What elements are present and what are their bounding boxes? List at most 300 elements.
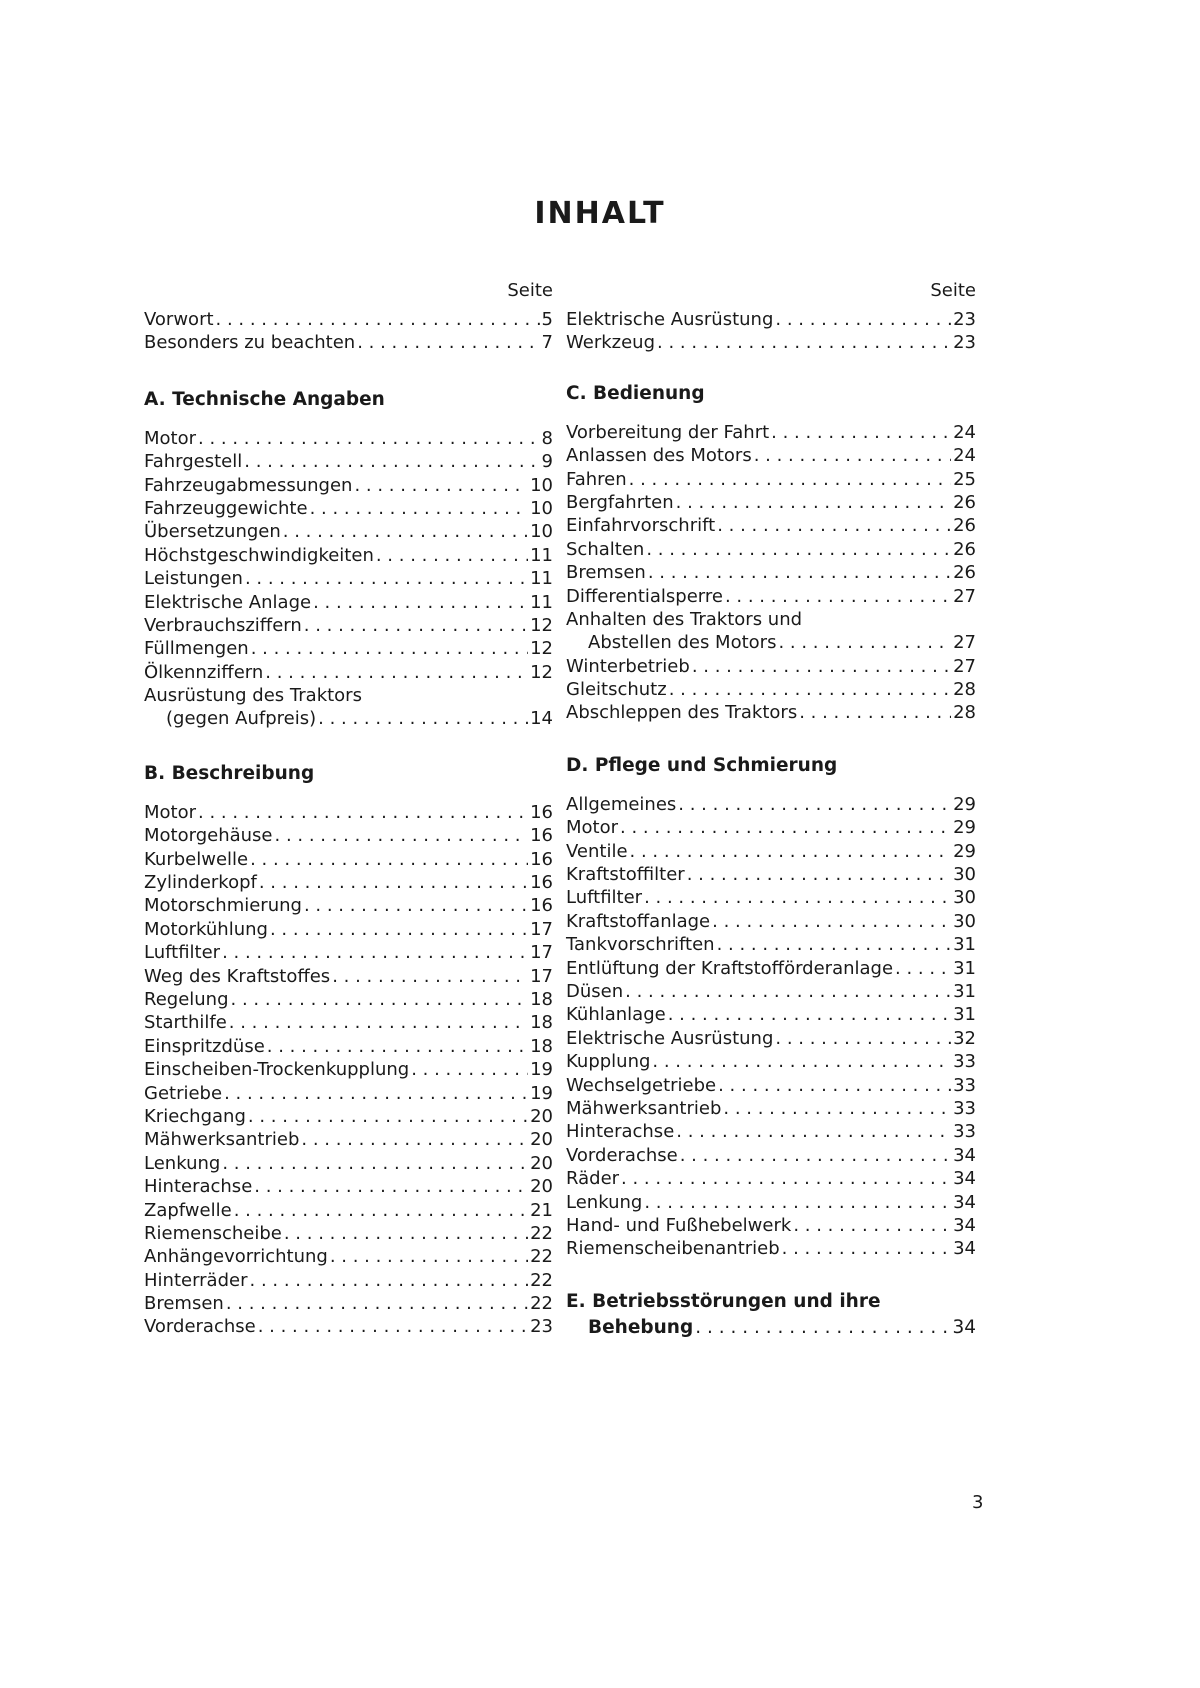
toc-entry [144,941,553,964]
dot-leader [782,1237,951,1260]
toc-entry [144,637,553,660]
dot-leader [330,1245,528,1268]
section-heading-b: B. Beschreibung [144,762,315,784]
toc-entry [566,1074,976,1097]
dot-leader [692,655,951,678]
dot-leader [313,591,528,614]
toc-entry [566,816,976,839]
toc-entry-label: Vorwort [144,309,214,330]
dot-leader [793,1214,951,1237]
toc-entry-page: 18 [530,1035,553,1057]
toc-entry [566,1027,976,1050]
toc-entry-label: Anlassen des Motors [566,445,752,467]
toc-entry-page: 22 [530,1222,553,1244]
toc-entry [144,1269,553,1292]
toc-entry-page: 27 [953,585,976,607]
dot-leader [621,1167,951,1190]
dot-leader [250,1269,529,1292]
dot-leader [895,957,951,980]
toc-entry-label: Vorderachse [566,1144,678,1166]
toc-entry [144,684,553,707]
toc-entry-label: Gleitschutz [566,679,667,701]
dot-leader [222,1152,528,1175]
toc-entry-label: Motorgehäuse [144,825,273,847]
toc-entry [566,1050,976,1073]
dot-leader [245,567,528,590]
dot-leader [657,331,951,354]
toc-entry-label: Elektrische Ausrüstung [566,1027,774,1049]
dot-leader [771,421,951,444]
dot-leader [231,988,529,1011]
toc-entry-label: Abschleppen des Traktors [566,702,798,724]
toc-entry-label: Kurbelwelle [144,848,249,870]
dot-leader [668,1003,951,1026]
toc-entry-label: Verbrauchsziffern [144,614,302,636]
seite-header-right: Seite [930,280,976,301]
toc-entry-label: Hinterachse [566,1121,675,1143]
dot-leader [318,707,528,730]
toc-entry [144,1035,553,1058]
toc-entry [566,840,976,863]
toc-entry-page: 12 [530,661,553,683]
toc-entry-page: 7 [541,332,553,354]
section-heading-d: D. Pflege und Schmierung [566,754,838,776]
dot-leader [625,980,951,1003]
dot-leader [304,614,528,637]
toc-entry-page: 20 [530,1129,553,1151]
toc-entry-label: Vorbereitung der Fahrt [566,421,770,443]
toc-entry-page: 24 [953,445,976,467]
toc-entry-page: 29 [953,817,976,839]
toc-entry [566,1120,976,1143]
toc-entry-label: Ausrüstung des Traktors [144,685,362,707]
toc-entry-page: 18 [530,1012,553,1034]
dot-leader [646,538,951,561]
toc-entry [566,1167,976,1190]
toc-entry-page: 33 [953,1051,976,1073]
dot-leader [198,427,540,450]
toc-entry-page: 10 [530,497,553,519]
toc-entry-page: 22 [530,1246,553,1268]
dot-leader [723,1097,951,1120]
toc-entry-label: Elektrische Anlage [144,591,312,613]
toc-entry-label: Kriechgang [144,1105,246,1127]
toc-entry [566,1237,976,1260]
toc-entry-page: 11 [530,544,553,566]
toc-entry-label: Einfahrvorschrift [566,515,716,537]
toc-right-column [566,280,976,1341]
toc-entry-label: Schalten [566,538,645,560]
toc-entry [144,614,553,637]
dot-leader [251,637,528,660]
toc-entry-label: Fahrgestell [144,451,243,473]
toc-entry [144,567,553,590]
toc-entry-page: 17 [530,918,553,940]
toc-entry [144,894,553,917]
toc-entry-label: Ventile [566,840,628,862]
dot-leader [226,1292,528,1315]
dot-leader [669,678,951,701]
toc-entry-label: Hinterräder [144,1269,248,1291]
toc-entry-page: 34 [953,1238,976,1260]
toc-entry [566,980,976,1003]
toc-entry [144,1222,553,1245]
dot-leader [652,1050,951,1073]
toc-left-column [144,280,553,1339]
toc-entry-page: 23 [953,309,976,330]
seite-header-left: Seite [507,280,553,301]
toc-entry-page: 33 [953,1097,976,1119]
section-heading-a: A. Technische Angaben [144,388,385,410]
toc-entry-label: (gegen Aufpreis) [166,708,317,730]
dot-leader [680,1144,951,1167]
page-title: INHALT [534,196,666,231]
toc-entry-page: 23 [953,332,976,354]
toc-entry [144,871,553,894]
toc-entry [566,655,976,678]
toc-entry [566,491,976,514]
toc-entry-page: 17 [530,942,553,964]
dot-leader [718,1074,951,1097]
toc-entry-page: 19 [530,1082,553,1104]
toc-entry-label: Regelung [144,988,229,1010]
toc-entry-page: 10 [530,521,553,543]
toc-entry [566,421,976,444]
toc-entry-page: 16 [530,895,553,917]
toc-entry [566,631,976,654]
toc-entry-page: 11 [530,568,553,590]
dot-leader [216,308,540,331]
dot-leader [265,661,528,684]
toc-entry-label: Räder [566,1168,620,1190]
toc-entry-page: 16 [530,825,553,847]
toc-entry [144,848,553,871]
toc-entry-page: 31 [953,934,976,956]
dot-leader [250,848,528,871]
toc-entry [566,331,976,354]
toc-entry-page: 9 [541,451,553,473]
dot-leader [284,1222,528,1245]
toc-entry-page: 29 [953,840,976,862]
toc-entry [144,1292,553,1315]
toc-entry [144,427,553,450]
section-heading-c: C. Bedienung [566,382,705,404]
toc-entry-label: Zylinderkopf [144,872,257,894]
toc-section-c-cont [566,655,976,725]
toc-entry-page: 29 [953,793,976,815]
toc-entry-page: 30 [953,887,976,909]
toc-entry [566,678,976,701]
toc-section-c [566,421,976,608]
dot-leader [259,871,528,894]
toc-entry-page: 16 [530,801,553,823]
toc-entry-label: Ölkennziffern [144,661,264,683]
dot-leader [222,941,528,964]
dot-leader [775,1027,951,1050]
toc-entry [566,308,976,331]
toc-entry-label: Fahrzeuggewichte [144,497,308,519]
toc-entry [144,918,553,941]
toc-entry-page: 27 [953,655,976,677]
dot-leader [695,1315,950,1341]
dot-leader [717,933,952,956]
toc-section-b [144,801,553,1339]
dot-leader [224,1082,528,1105]
toc-entry [566,514,976,537]
dot-leader [687,863,951,886]
toc-entry-label: Einscheiben-Trockenkupplung [144,1059,410,1081]
dot-leader [376,544,528,567]
toc-entry-label: Bremsen [144,1293,224,1315]
toc-entry [144,1175,553,1198]
toc-entry-page: 19 [530,1059,553,1081]
toc-entry-page: 30 [953,910,976,932]
toc-entry-label: Hand- und Fußhebelwerk [566,1214,792,1236]
toc-entry [144,331,553,354]
toc-entry-label: Mähwerksantrieb [566,1097,722,1119]
toc-entry-page: 33 [953,1121,976,1143]
toc-entry-page: 5 [541,309,553,330]
toc-entry-label: Riemenscheibenantrieb [566,1238,780,1260]
toc-entry-label: Zapfwelle [144,1199,232,1221]
toc-entry-page: 22 [530,1293,553,1315]
toc-entry [566,886,976,909]
toc-entry [144,1011,553,1034]
toc-entry-page: 28 [953,679,976,701]
toc-entry-page: 25 [953,468,976,490]
dot-leader [644,1191,951,1214]
toc-entry-page: 16 [530,848,553,870]
toc-entry [144,1245,553,1268]
toc-entry-label: Motor [144,427,197,449]
toc-entry-page: 34 [953,1191,976,1213]
toc-entry-page: 26 [953,515,976,537]
dot-leader [630,840,952,863]
toc-entry [566,957,976,980]
toc-entry [144,1128,553,1151]
toc-entry-label: Motor [566,817,619,839]
dot-leader [234,1199,528,1222]
dot-leader [304,894,528,917]
dot-leader [332,965,528,988]
toc-entry-label: Winterbetrieb [566,655,690,677]
toc-entry [566,933,976,956]
dot-leader [644,886,951,909]
toc-entry-label: Höchstgeschwindigkeiten [144,544,374,566]
toc-entry-label: Starthilfe [144,1012,227,1034]
dot-leader [244,450,539,473]
dot-leader [248,1105,528,1128]
toc-entry-page: 26 [953,562,976,584]
section-heading-e-line1: E. Betriebsstörungen und ihre [566,1290,881,1312]
dot-leader [301,1128,528,1151]
toc-entry [566,1214,976,1237]
toc-entry-label: Fahren [566,468,627,490]
toc-entry-label: Bergfahrten [566,491,674,513]
toc-entry [144,661,553,684]
toc-entry-label: Tankvorschriften [566,934,715,956]
toc-entry [144,801,553,824]
toc-entry-label: Riemenscheibe [144,1222,282,1244]
toc-entry [566,1144,976,1167]
toc-entry-page: 16 [530,872,553,894]
dot-leader [357,331,539,354]
toc-entry-label: Weg des Kraftstoffes [144,965,331,987]
toc-entry-page: 12 [530,638,553,660]
dot-leader [725,585,951,608]
dot-leader [648,561,951,584]
dot-leader [354,474,528,497]
toc-entry [144,1199,553,1222]
dot-leader [283,520,528,543]
toc-entry-page: 26 [953,538,976,560]
toc-entry [566,1003,976,1026]
toc-entry-label: Fahrzeugabmessungen [144,474,353,496]
toc-entry-label: Differentialsperre [566,585,723,607]
toc-entry-label: Mähwerksantrieb [144,1129,300,1151]
toc-entry-label: Übersetzungen [144,521,281,543]
toc-entry-label: Entlüftung der Kraftstofförderanlage [566,957,894,979]
toc-entry-label: Werkzeug [566,332,655,354]
toc-entry-label: Luftfilter [566,887,643,909]
toc-entry [566,444,976,467]
toc-entry [144,474,553,497]
toc-entry-label: Kühlanlage [566,1004,666,1026]
toc-entry-page: 34 [953,1168,976,1190]
toc-entry [566,910,976,933]
toc-entry-label: Düsen [566,980,624,1002]
toc-entry-label: Allgemeines [566,793,677,815]
toc-entry-page: 34 [953,1214,976,1236]
toc-entry-label: Lenkung [144,1152,221,1174]
toc-entry-label: Kupplung [566,1051,651,1073]
toc-entry-label: Anhängevorrichtung [144,1246,328,1268]
toc-entry [144,308,553,331]
toc-entry [144,450,553,473]
toc-entry-label: Elektrische Ausrüstung [566,309,774,330]
dot-leader [799,701,951,724]
dot-leader [712,910,951,933]
toc-entry-label: Vorderachse [144,1316,256,1338]
toc-intro-left [144,308,553,355]
toc-entry [566,1191,976,1214]
toc-entry [144,965,553,988]
dot-leader [198,801,528,824]
toc-entry-label: Einspritzdüse [144,1035,265,1057]
toc-entry-page: 10 [530,474,553,496]
dot-leader [629,468,951,491]
toc-entry-page: 20 [530,1152,553,1174]
dot-leader [775,308,951,331]
toc-entry-label: Getriebe [144,1082,223,1104]
toc-entry-label: Bremsen [566,562,646,584]
toc-entry [566,538,976,561]
toc-entry [144,1152,553,1175]
toc-entry-page: 31 [953,980,976,1002]
page-number: 3 [972,1492,984,1513]
toc-entry-label: Besonders zu beachten [144,332,356,354]
toc-entry-page: 20 [530,1105,553,1127]
toc-entry-page: 23 [530,1316,553,1338]
dot-leader [310,497,529,520]
toc-entry [566,608,976,631]
toc-entry [566,1097,976,1120]
toc-entry [566,585,976,608]
toc-entry-label: Luftfilter [144,942,221,964]
toc-entry-page: 27 [953,632,976,654]
toc-entry [566,561,976,584]
toc-entry-page: 21 [530,1199,553,1221]
toc-entry-label: Anhalten des Traktors und [566,608,803,630]
toc-entry-label: Leistungen [144,568,243,590]
dot-leader [254,1175,528,1198]
dot-leader [270,918,528,941]
toc-entry [566,863,976,886]
toc-entry [144,1105,553,1128]
toc-entry-page: 24 [953,421,976,443]
toc-entry [566,468,976,491]
toc-entry-label: Kraftstoffanlage [566,910,711,932]
dot-leader [676,491,951,514]
toc-entry-page: 32 [953,1027,976,1049]
toc-entry-page: 20 [530,1176,553,1198]
toc-entry [144,824,553,847]
toc-entry-page: 22 [530,1269,553,1291]
toc-entry [144,497,553,520]
dot-leader [275,824,529,847]
toc-entry [144,544,553,567]
toc-entry-label: Abstellen des Motors [588,632,777,654]
toc-entry [144,988,553,1011]
toc-entry-page: 31 [953,957,976,979]
dot-leader [678,793,951,816]
toc-section-d [566,793,976,1261]
toc-entry-page: 11 [530,591,553,613]
toc-entry-page: 17 [530,965,553,987]
toc-entry-page: 14 [530,708,553,730]
toc-entry-label: Motorschmierung [144,895,302,917]
toc-entry-label: Lenkung [566,1191,643,1213]
toc-entry-page: 33 [953,1074,976,1096]
toc-entry-page: 8 [541,427,553,449]
toc-entry [144,707,553,730]
dot-leader [258,1315,528,1338]
toc-entry-label: Hinterachse [144,1176,253,1198]
dot-leader [620,816,951,839]
toc-entry-page: 12 [530,614,553,636]
dot-leader [778,631,951,654]
dot-leader [754,444,951,467]
toc-section-a [144,427,553,684]
toc-entry [144,1058,553,1081]
toc-entry [566,793,976,816]
toc-entry-label: Wechselgetriebe [566,1074,717,1096]
toc-entry-label: Motor [144,801,197,823]
toc-entry-label: Motorkühlung [144,918,268,940]
toc-entry [144,520,553,543]
toc-entry-label: Füllmengen [144,638,249,660]
toc-entry-page: 34 [952,1316,976,1338]
toc-entry-page: 30 [953,864,976,886]
dot-leader [676,1120,951,1143]
toc-entry-page: 31 [953,1004,976,1026]
dot-leader [267,1035,528,1058]
toc-entry-page: 34 [953,1144,976,1166]
toc-entry-page: 28 [953,702,976,724]
section-heading-e-line2 [566,1315,976,1341]
dot-leader [411,1058,528,1081]
dot-leader [717,514,951,537]
